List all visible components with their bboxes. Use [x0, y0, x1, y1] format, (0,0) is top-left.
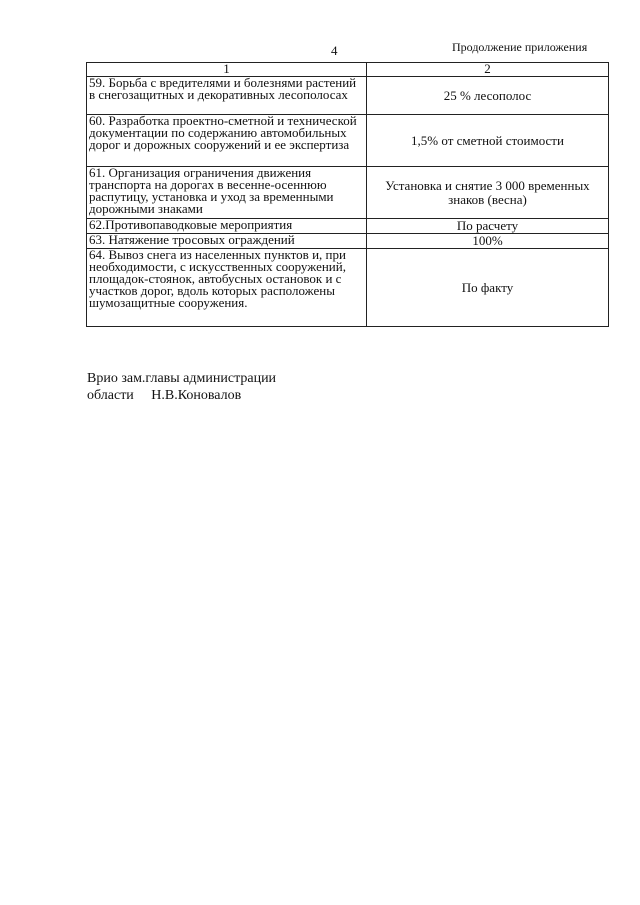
row-value-62: По расчету [367, 219, 609, 234]
row-value-60: 1,5% от сметной стоимости [367, 115, 609, 167]
table-row [87, 115, 609, 167]
row-item-64: 64. Вывоз снега из населенных пунктов и, при необходимости, с искусственных сооружений, площадок-стоянок, автобусных остановок и с участков дорог, вдоль которых расположены шумозащитные сооружения. [87, 249, 367, 327]
table-row [87, 77, 609, 115]
row-item-61: 61. Организация ограничения движения транспорта на дорогах в весенне-осеннюю распутицу, установка и уход за временными дорожными знаками [87, 167, 367, 219]
table-row [87, 249, 609, 327]
table-row [87, 167, 609, 219]
row-value-63: 100% [367, 234, 609, 249]
row-value-61: Установка и снятие 3 000 временных знаков (весна) [367, 167, 609, 219]
row-item-59: 59. Борьба с вредителями и болезнями растений в снегозащитных и декоративных лесополосах [87, 77, 367, 115]
appendix-table [86, 62, 609, 327]
continuation-label: Продолжение приложения [452, 40, 588, 54]
row-value-64: По факту [367, 249, 609, 327]
row-item-62: 62.Противопаводковые мероприятия [87, 219, 367, 234]
signature-block [87, 370, 276, 404]
page-number: 4 [331, 43, 338, 58]
row-item-60: 60. Разработка проектно-сметной и технической документации по содержанию автомобильных дорог и дорожных сооружений и ее экспертиза [87, 115, 367, 167]
row-value-59: 25 % лесополос [367, 77, 609, 115]
signature-name: области Н.В.Коновалов [87, 388, 242, 403]
column-header-2: 2 [367, 63, 609, 77]
signature-title: Врио зам.главы администрации [87, 371, 277, 386]
column-header-1: 1 [87, 63, 367, 77]
row-item-63: 63. Натяжение тросовых ограждений [87, 234, 367, 249]
